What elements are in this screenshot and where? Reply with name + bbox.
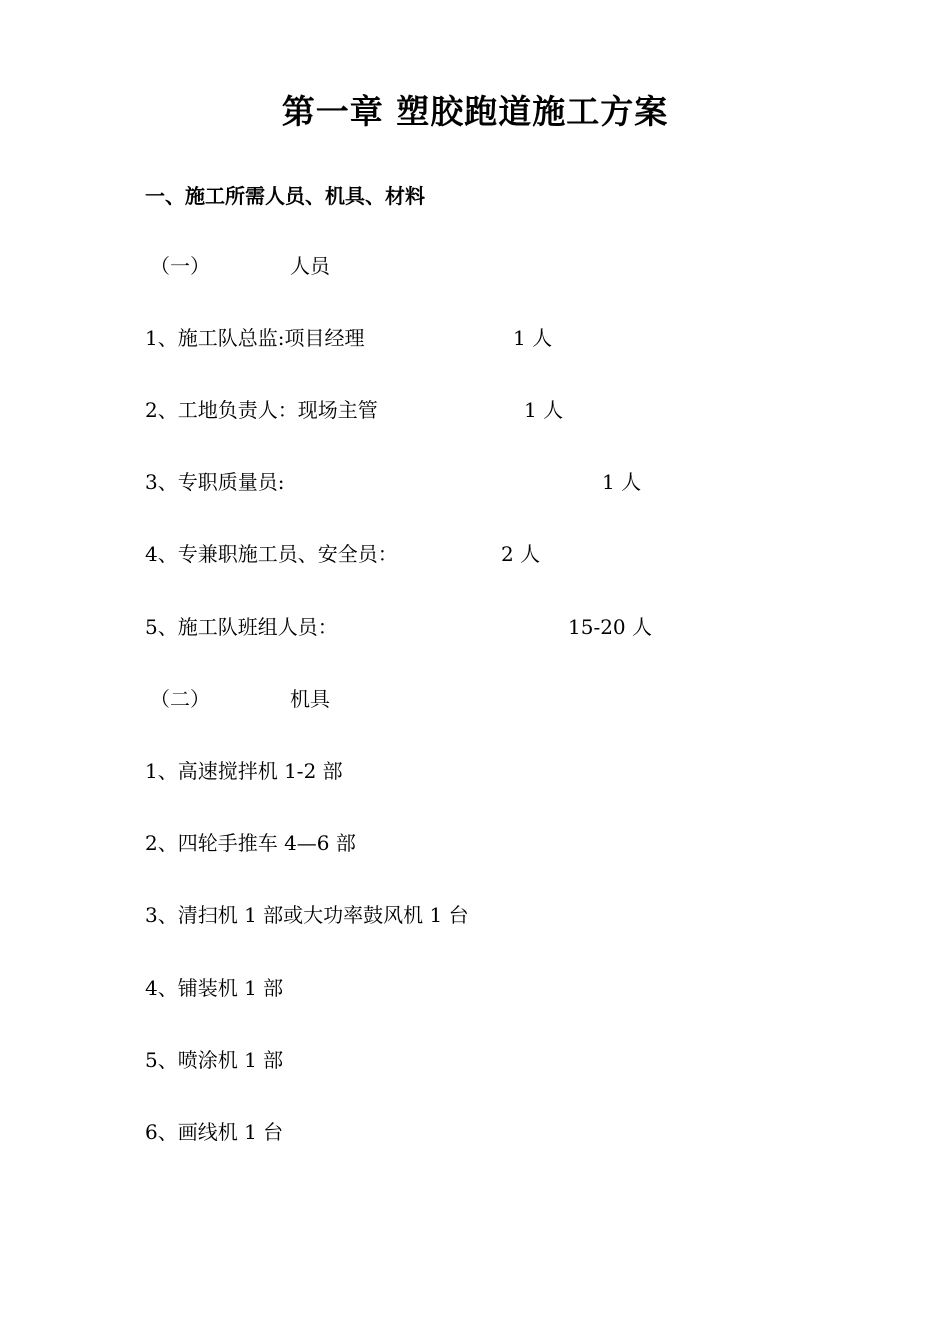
equipment-item-1: 1、高速搅拌机 1-2 部: [145, 759, 343, 783]
personnel-item-4: 4、专兼职施工员、安全员：: [145, 542, 398, 566]
personnel-count-2: 1 人: [524, 398, 564, 422]
personnel-count-5: 15-20 人: [568, 615, 653, 639]
personnel-item-5: 5、施工队班组人员：: [145, 615, 338, 639]
equipment-label: 机具: [290, 687, 330, 711]
personnel-item-1: 1、施工队总监:项目经理: [145, 326, 365, 350]
personnel-count-3: 1 人: [602, 470, 642, 494]
personnel-count-1: 1 人: [513, 326, 553, 350]
personnel-count-4: 2 人: [501, 542, 541, 566]
personnel-item-2: 2、工地负责人：现场主管: [145, 398, 378, 422]
equipment-marker: （二）: [150, 687, 210, 711]
equipment-item-4: 4、铺装机 1 部: [145, 976, 284, 1000]
equipment-item-2: 2、四轮手推车 4—6 部: [145, 831, 356, 855]
equipment-item-3: 3、清扫机 1 部或大功率鼓风机 1 台: [145, 903, 469, 927]
personnel-label: 人员: [290, 254, 330, 278]
chapter-title: 第一章 塑胶跑道施工方案: [281, 92, 669, 131]
equipment-item-6: 6、画线机 1 台: [145, 1120, 284, 1144]
personnel-marker: （一）: [150, 254, 210, 278]
equipment-item-5: 5、喷涂机 1 部: [145, 1048, 284, 1072]
section-heading: 一、施工所需人员、机具、材料: [145, 184, 425, 208]
personnel-item-3: 3、专职质量员:: [145, 470, 285, 494]
